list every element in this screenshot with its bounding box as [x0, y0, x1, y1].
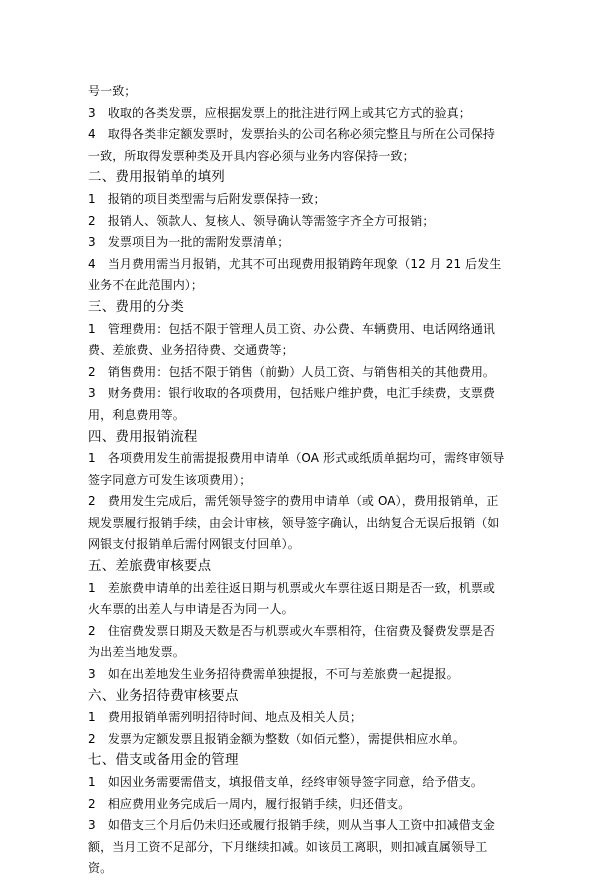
- text-line: 号一致；: [88, 84, 137, 98]
- text-line: 3 财务费用：银行收取的各项费用，包括账户维护费，电汇手续费，支票费: [88, 386, 496, 401]
- text-line: 3 如借支三个月后仍未归还或履行报销手续，则从当事人工资中扣减借支金: [88, 818, 496, 833]
- text-line: 2 费用发生完成后，需凭领导签字的费用申请单（或 OA），费用报销单，正: [88, 494, 499, 509]
- text-line: 2 发票为定额发票且报销金额为整数（如佰元整），需提供相应水单。: [88, 731, 465, 746]
- text-line: 一致，所取得发票种类及开具内容必须与业务内容保持一致；: [88, 148, 415, 163]
- section-heading: 二、费用报销单的填列: [88, 169, 225, 186]
- text-line: 火车票的出差人与申请是否为同一人。: [88, 602, 294, 617]
- section-heading: 四、费用报销流程: [88, 428, 198, 445]
- section-heading: 六、业务招待费审核要点: [88, 687, 239, 704]
- text-line: 2 住宿费发票日期及天数是否与机票或火车票相符，住宿费及餐费发票是否: [88, 623, 496, 638]
- text-line: 1 管理费用：包括不限于管理人员工资、办公费、车辆费用、电话网络通讯: [88, 321, 496, 336]
- text-line: 3 如在出差地发生业务招待费需单独提报，不可与差旅费一起提报。: [88, 667, 459, 682]
- text-line: 2 相应费用业务完成后一周内，履行报销手续，归还借支。: [88, 796, 411, 811]
- text-line: 额，当月工资不足部分，下月继续扣减。如该员工离职，则扣减直属领导工: [88, 839, 488, 854]
- section-heading: 三、费用的分类: [88, 298, 184, 315]
- section-heading: 七、借支或备用金的管理: [88, 752, 239, 769]
- text-line: 费、差旅费、业务招待费、交通费等；: [88, 343, 294, 358]
- text-line: 4 当月费用需当月报销，尤其不可出现费用报销跨年现象（12 月 21 后发生: [88, 256, 502, 271]
- text-line: 1 报销的项目类型需与后附发票保持一致；: [88, 191, 326, 206]
- text-line: 签字同意方可发生该项费用）；: [88, 472, 252, 487]
- text-line: 2 销售费用：包括不限于销售（前勤）人员工资、与销售相关的其他费用。: [88, 364, 496, 379]
- text-line: 2 报销人、领款人、复核人、领导确认等需签字齐全方可报销；: [88, 213, 435, 228]
- document-body: [88, 81, 513, 880]
- text-line: 1 如因业务需要需借支，填报借支单，经终审领导签字同意，给予借支。: [88, 775, 483, 789]
- text-line: 3 收取的各类发票，应根据发票上的批注进行网上或其它方式的验真；: [88, 105, 471, 120]
- text-line: 为出差当地发票。: [88, 645, 185, 660]
- section-heading: 五、差旅费审核要点: [88, 558, 212, 575]
- text-line: 4 取得各类非定额发票时，发票抬头的公司名称必须完整且与所在公司保持: [88, 127, 496, 142]
- text-line: 1 差旅费申请单的出差往返日期与机票或火车票往返日期是否一致，机票或: [88, 580, 496, 595]
- text-line: 1 各项费用发生前需提报费用申请单（OA 形式或纸质单据均可，需终审领导: [88, 451, 505, 466]
- text-line: 用，利息费用等。: [88, 407, 185, 422]
- text-line: 资。: [88, 861, 113, 876]
- text-line: 1 费用报销单需列明招待时间、地点及相关人员；: [88, 710, 362, 725]
- text-line: 规发票履行报销手续，由会计审核，领导签字确认，出纳复合无误后报销（如: [88, 515, 500, 530]
- text-line: 网银支付报销单后需付网银支付回单）。: [88, 537, 300, 552]
- text-line: 3 发票项目为一批的需附发票清单；: [88, 235, 290, 250]
- text-line: 业务不在此范围内）；: [88, 278, 204, 293]
